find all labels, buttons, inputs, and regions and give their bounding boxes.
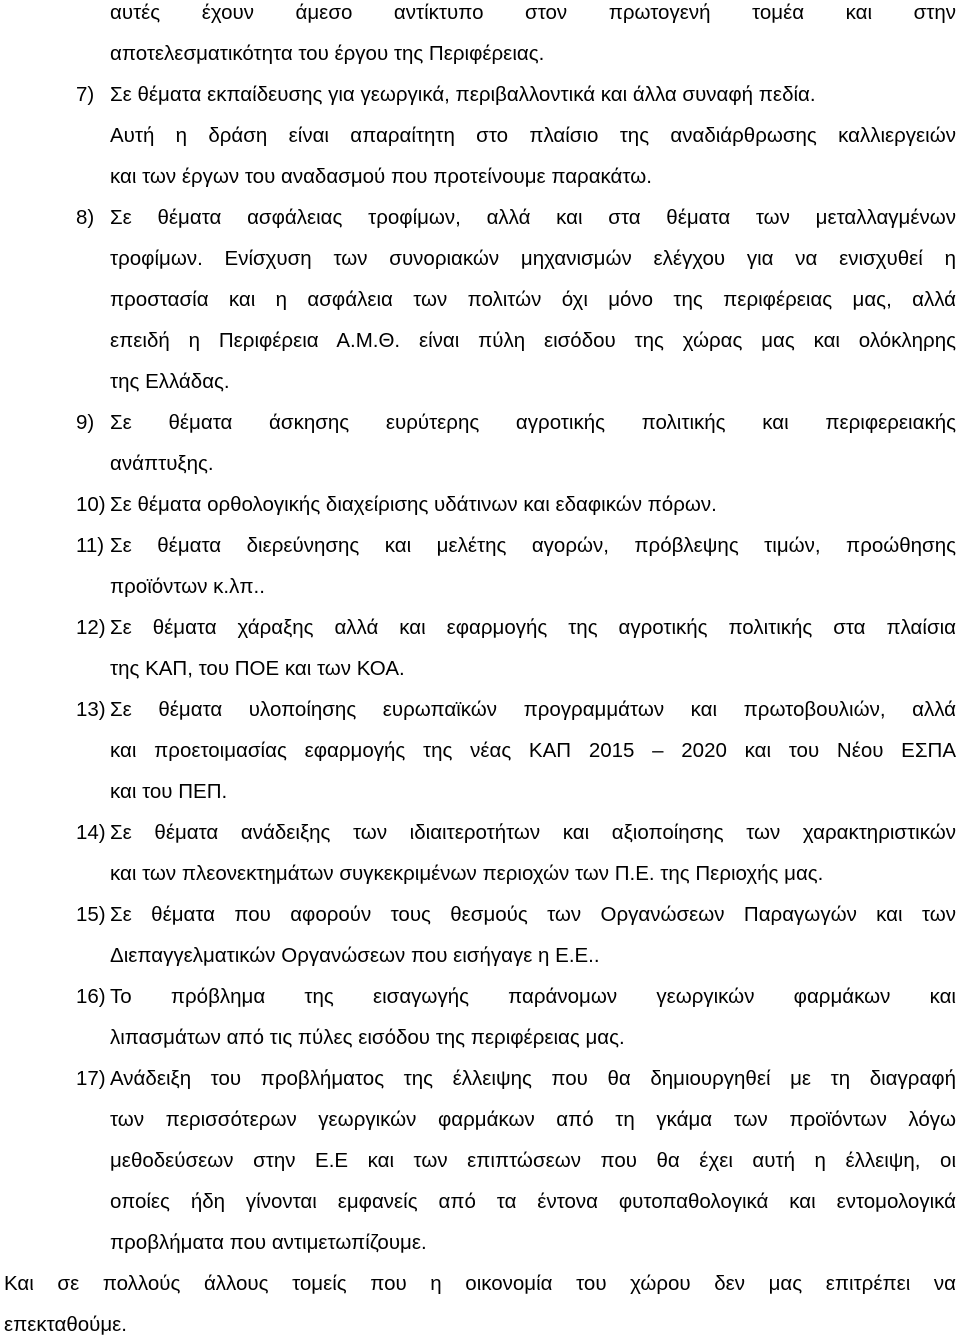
text-line	[0, 857, 960, 891]
list-number: 16)	[76, 985, 106, 1008]
list-text: των περισσότερων γεωργικών φαρμάκων από τη γκάμα των προϊόντων λόγω	[110, 1108, 956, 1131]
text-line	[0, 324, 960, 358]
list-text: Σε θέματα που αφορούν τους θεσμούς των Οργανώσεων Παραγωγών και των	[110, 903, 956, 926]
list-number: 13)	[76, 698, 106, 721]
text-line	[0, 775, 960, 809]
text-line	[0, 37, 960, 71]
list-item-12	[0, 611, 960, 645]
list-number: 14)	[76, 821, 106, 844]
text-line	[0, 160, 960, 194]
list-text: Το πρόβλημα της εισαγωγής παράνομων γεωργικών φαρμάκων και	[110, 985, 956, 1008]
paragraph-text: αυτές έχουν άμεσο αντίκτυπο στον πρωτογενή τομέα και στην	[110, 1, 956, 24]
list-text: Σε θέματα χάραξης αλλά και εφαρμογής της αγροτικής πολιτικής στα πλαίσια	[110, 616, 956, 639]
paragraph-text: Και σε πολλούς άλλους τομείς που η οικονομία του χώρου δεν μας επιτρέπει να	[4, 1272, 956, 1295]
list-text: μεθοδεύσεων στην Ε.Ε και των επιπτώσεων που θα έχει αυτή η έλλειψη, οι	[110, 1149, 956, 1172]
text-line	[0, 1308, 960, 1342]
list-item-13	[0, 693, 960, 727]
list-number: 9)	[76, 411, 95, 434]
list-text: Σε θέματα ορθολογικής διαχείρισης υδάτινων και εδαφικών πόρων.	[110, 493, 717, 516]
text-line	[0, 0, 960, 30]
list-item-15	[0, 898, 960, 932]
paragraph-text: επεκταθούμε.	[4, 1313, 127, 1336]
list-number: 15)	[76, 903, 106, 926]
list-text: Σε θέματα άσκησης ευρύτερης αγροτικής πολιτικής και περιφερειακής	[110, 411, 956, 434]
list-item-16	[0, 980, 960, 1014]
list-text: Σε θέματα ασφάλειας τροφίμων, αλλά και στα θέματα των μεταλλαγμένων	[110, 206, 956, 229]
list-text: Διεπαγγελματικών Οργανώσεων που εισήγαγε η Ε.Ε..	[110, 944, 600, 967]
text-line	[0, 283, 960, 317]
list-item-17	[0, 1062, 960, 1096]
list-number: 12)	[76, 616, 106, 639]
list-item-14	[0, 816, 960, 850]
list-text: τροφίμων. Ενίσχυση των συνοριακών μηχανισμών ελέγχου για να ενισχυθεί η	[110, 247, 956, 270]
list-item-7	[0, 78, 960, 112]
list-text: προϊόντων κ.λπ..	[110, 575, 265, 598]
closing-paragraph	[0, 1267, 960, 1301]
list-text: ανάπτυξης.	[110, 452, 214, 475]
list-item-8	[0, 201, 960, 235]
text-line	[0, 939, 960, 973]
text-line	[0, 734, 960, 768]
list-text: και των έργων του αναδασμού που προτείνουμε παρακάτω.	[110, 165, 652, 188]
text-line	[0, 1226, 960, 1260]
list-number: 17)	[76, 1067, 106, 1090]
list-text: Αυτή η δράση είναι απαραίτητη στο πλαίσιο της αναδιάρθρωσης καλλιεργειών	[110, 124, 956, 147]
list-text: και προετοιμασίας εφαρμογής της νέας ΚΑΠ 2015 – 2020 και του Νέου ΕΣΠΑ	[110, 739, 956, 762]
text-line	[0, 365, 960, 399]
text-line	[0, 652, 960, 686]
list-text: οποίες ήδη γίνονται εμφανείς από τα έντονα φυτοπαθολογικά και εντομολογικά	[110, 1190, 956, 1213]
list-item-9	[0, 406, 960, 440]
list-number: 7)	[76, 83, 95, 106]
list-number: 10)	[76, 493, 106, 516]
list-text: Σε θέματα εκπαίδευσης για γεωργικά, περιβαλλοντικά και άλλα συναφή πεδία.	[110, 83, 816, 106]
text-line	[0, 119, 960, 153]
list-text: Σε θέματα διερεύνησης και μελέτης αγορών, πρόβλεψης τιμών, προώθησης	[110, 534, 956, 557]
text-line	[0, 1021, 960, 1055]
text-line	[0, 1144, 960, 1178]
list-text: προστασία και η ασφάλεια των πολιτών όχι μόνο της περιφέρειας μας, αλλά	[110, 288, 956, 311]
list-text: Σε θέματα ανάδειξης των ιδιαιτεροτήτων και αξιοποίησης των χαρακτηριστικών	[110, 821, 956, 844]
list-text: επειδή η Περιφέρεια Α.Μ.Θ. είναι πύλη εισόδου της χώρας μας και ολόκληρης	[110, 329, 956, 352]
list-number: 11)	[76, 534, 105, 557]
list-text: λιπασμάτων από τις πύλες εισόδου της περιφέρειας μας.	[110, 1026, 625, 1049]
list-text: και του ΠΕΠ.	[110, 780, 228, 803]
list-number: 8)	[76, 206, 95, 229]
list-text: Σε θέματα υλοποίησης ευρωπαϊκών προγραμμάτων και πρωτοβουλιών, αλλά	[110, 698, 956, 721]
text-line	[0, 570, 960, 604]
list-text: της ΚΑΠ, του ΠΟΕ και των ΚΟΑ.	[110, 657, 405, 680]
text-line	[0, 242, 960, 276]
list-text: προβλήματα που αντιμετωπίζουμε.	[110, 1231, 427, 1254]
list-text: της Ελλάδας.	[110, 370, 230, 393]
text-line	[0, 1185, 960, 1219]
list-text: και των πλεονεκτημάτων συγκεκριμένων περιοχών των Π.Ε. της Περιοχής μας.	[110, 862, 824, 885]
text-line	[0, 1103, 960, 1137]
list-item-10	[0, 488, 960, 522]
paragraph-text: αποτελεσματικότητα του έργου της Περιφέρειας.	[110, 42, 545, 65]
list-text: Ανάδειξη του προβλήματος της έλλειψης που θα δημιουργηθεί με τη διαγραφή	[110, 1067, 956, 1090]
text-line	[0, 447, 960, 481]
list-item-11	[0, 529, 960, 563]
